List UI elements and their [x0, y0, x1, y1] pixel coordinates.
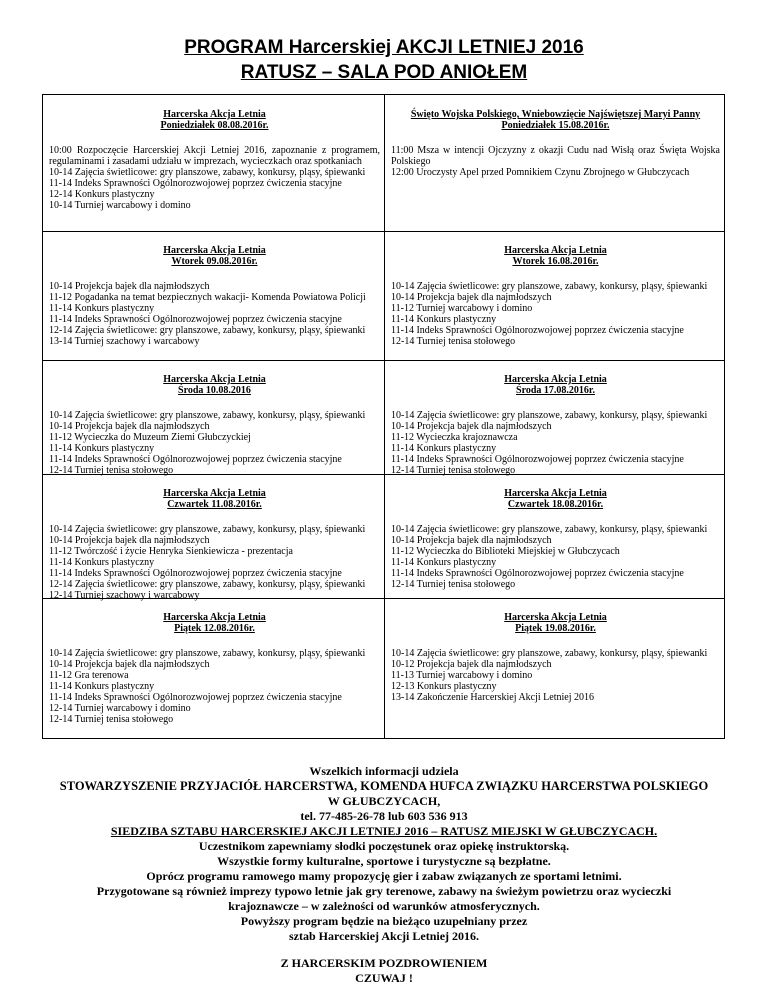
note-line: Uczestnikom zapewniamy słodki poczęstunek oraz opiekę instruktorską.	[198, 839, 570, 853]
event-line: 11-14 Indeks Sprawności Ogólnorozwojowej poprzez ćwiczenia stacyjne	[391, 325, 684, 336]
event-line: 13-14 Turniej szachowy i warcabowy	[49, 336, 200, 347]
event-line: 10-14 Projekcja bajek dla najmłodszych	[391, 292, 552, 303]
cell-heading: Harcerska Akcja Letnia	[163, 109, 266, 120]
event-line: 12-14 Zajęcia świetlicowe: gry planszowe, zabawy, konkursy, pląsy, śpiewanki	[49, 325, 366, 336]
event-list	[49, 281, 380, 347]
event-line: 12-14 Turniej tenisa stołowego	[49, 465, 174, 476]
event-line: 12-14 Turniej tenisa stołowego	[391, 579, 516, 590]
event-list	[49, 524, 380, 601]
cell-date: Środa 17.08.2016r.	[516, 385, 595, 396]
cell-heading: Harcerska Akcja Letnia	[504, 488, 607, 499]
event-line: 10-14 Zajęcia świetlicowe: gry planszowe, zabawy, konkursy, pląsy, śpiewanki	[49, 648, 366, 659]
cell-heading: Harcerska Akcja Letnia	[163, 374, 266, 385]
info-intro: Wszelkich informacji udziela	[309, 764, 459, 778]
event-line: 10-14 Projekcja bajek dla najmłodszych	[391, 535, 552, 546]
event-line: 10-14 Zajęcia świetlicowe: gry planszowe, zabawy, konkursy, pląsy, śpiewanki	[49, 167, 366, 178]
event-list	[49, 648, 380, 725]
organization-name: STOWARZYSZENIE PRZYJACIÓŁ HARCERSTWA, KOMENDA HUFCA ZWIĄZKU HARCERSTWA POLSKIEGO	[59, 779, 709, 793]
event-line: 10-14 Projekcja bajek dla najmłodszych	[49, 659, 210, 670]
event-list	[49, 145, 380, 211]
event-line: 13-14 Zakończenie Harcerskiej Akcji Letniej 2016	[391, 692, 594, 703]
note-line: Wszystkie formy kulturalne, sportowe i turystyczne są bezpłatne.	[217, 854, 551, 868]
cell-heading: Harcerska Akcja Letnia	[163, 488, 266, 499]
day-cell-tuesday-16	[385, 231, 724, 360]
program-title: PROGRAM Harcerskiej AKCJI LETNIEJ 2016	[184, 37, 584, 58]
event-line: 12-14 Turniej warcabowy i domino	[49, 703, 191, 714]
event-line: 11-13 Turniej warcabowy i domino	[391, 670, 533, 681]
event-line: 12-14 Turniej tenisa stołowego	[49, 714, 174, 725]
event-line: 10-12 Projekcja bajek dla najmłodszych	[391, 659, 552, 670]
event-list	[391, 524, 720, 590]
cell-date: Poniedziałek 15.08.2016r.	[501, 120, 610, 131]
event-line: 12-14 Konkurs plastyczny	[49, 189, 155, 200]
event-line: 12:00 Uroczysty Apel przed Pomnikiem Czynu Zbrojnego w Głubczycach	[391, 167, 690, 178]
event-list	[391, 410, 720, 476]
event-line: 10-14 Projekcja bajek dla najmłodszych	[49, 281, 210, 292]
event-line: 11-12 Twórczość i życie Henryka Sienkiewicza - prezentacja	[49, 546, 293, 557]
cell-heading: Harcerska Akcja Letnia	[163, 612, 266, 623]
event-line: 10-14 Projekcja bajek dla najmłodszych	[49, 535, 210, 546]
cell-date: Poniedziałek 08.08.2016r.	[160, 120, 269, 131]
event-line: 11-14 Konkurs plastyczny	[49, 443, 155, 454]
day-cell-monday-08	[43, 95, 384, 231]
day-cell-wednesday-10	[43, 360, 384, 474]
cell-date: Środa 10.08.2016	[178, 385, 251, 396]
cell-heading: Święto Wojska Polskiego, Wniebowzięcie Najświętszej Maryi Panny	[410, 109, 701, 120]
event-line: 11-14 Konkurs plastyczny	[391, 443, 497, 454]
event-line: 11-14 Indeks Sprawności Ogólnorozwojowej poprzez ćwiczenia stacyjne	[49, 568, 342, 579]
note-line: sztab Harcerskiej Akcji Letniej 2016.	[288, 929, 480, 943]
motto: CZUWAJ !	[355, 971, 413, 985]
contact-phone: tel. 77-485-26-78 lub 603 536 913	[300, 809, 468, 823]
event-line: 12-14 Turniej tenisa stołowego	[391, 465, 516, 476]
event-line: 11-14 Indeks Sprawności Ogólnorozwojowej poprzez ćwiczenia stacyjne	[391, 454, 684, 465]
event-line: 10-14 Zajęcia świetlicowe: gry planszowe, zabawy, konkursy, pląsy, śpiewanki	[49, 410, 366, 421]
event-line: 10-14 Projekcja bajek dla najmłodszych	[49, 421, 210, 432]
day-cell-monday-15	[385, 95, 724, 231]
event-list	[391, 145, 720, 178]
event-line: 11-12 Wycieczka krajoznawcza	[391, 432, 518, 443]
event-line: 10-14 Zajęcia świetlicowe: gry planszowe, zabawy, konkursy, pląsy, śpiewanki	[391, 410, 708, 421]
note-line: Przygotowane są również imprezy typowo letnie jak gry terenowe, zabawy na świeżym powietrzu oraz wycieczki	[96, 884, 672, 898]
organization-city: W GŁUBCZYCACH,	[327, 794, 441, 808]
event-line: 11-14 Konkurs plastyczny	[391, 557, 497, 568]
day-cell-tuesday-09	[43, 231, 384, 360]
footer-info	[0, 764, 768, 986]
event-line: 11-14 Indeks Sprawności Ogólnorozwojowej poprzez ćwiczenia stacyjne	[391, 568, 684, 579]
event-line: 11-12 Wycieczka do Biblioteki Miejskiej w Głubczycach	[391, 546, 620, 557]
event-line: 11-14 Konkurs plastyczny	[49, 303, 155, 314]
event-line: 11-14 Indeks Sprawności Ogólnorozwojowej poprzez ćwiczenia stacyjne	[49, 454, 342, 465]
event-line: 10-14 Zajęcia świetlicowe: gry planszowe, zabawy, konkursy, pląsy, śpiewanki	[391, 281, 708, 292]
event-line: 10-14 Zajęcia świetlicowe: gry planszowe, zabawy, konkursy, pląsy, śpiewanki	[391, 648, 708, 659]
event-line: 11-12 Turniej warcabowy i domino	[391, 303, 533, 314]
event-line: 11-14 Konkurs plastyczny	[49, 681, 155, 692]
event-line: 11-14 Indeks Sprawności Ogólnorozwojowej poprzez ćwiczenia stacyjne	[49, 178, 342, 189]
event-list	[391, 281, 720, 347]
event-line: 11-12 Gra terenowa	[49, 670, 129, 681]
cell-heading: Harcerska Akcja Letnia	[163, 245, 266, 256]
event-line: 12-13 Konkurs plastyczny	[391, 681, 497, 692]
event-line: 11-12 Pogadanka na temat bezpiecznych wakacji- Komenda Powiatowa Policji	[49, 292, 366, 303]
event-line: 12-14 Turniej szachowy i warcabowy	[49, 590, 200, 601]
spacer	[0, 944, 768, 956]
day-cell-thursday-18	[385, 474, 724, 598]
cell-heading: Harcerska Akcja Letnia	[504, 374, 607, 385]
day-cell-thursday-11	[43, 474, 384, 601]
event-list	[391, 648, 720, 703]
event-line: 10-14 Zajęcia świetlicowe: gry planszowe, zabawy, konkursy, pląsy, śpiewanki	[391, 524, 708, 535]
event-line: 11-12 Wycieczka do Muzeum Ziemi Głubczyckiej	[49, 432, 251, 443]
event-line: 12-14 Zajęcia świetlicowe: gry planszowe, zabawy, konkursy, pląsy, śpiewanki	[49, 579, 366, 590]
event-line: 11-14 Indeks Sprawności Ogólnorozwojowej poprzez ćwiczenia stacyjne	[49, 692, 342, 703]
event-line: 11:00 Msza w intencji Ojczyzny z okazji Cudu nad Wisłą oraz Święta Wojska Polskiego	[391, 145, 720, 167]
event-line: 10:00 Rozpoczęcie Harcerskiej Akcji Letniej 2016, zapoznanie z programem, regulaminami i zasadami udziału w imprezach, wycieczkach oraz spotkaniach	[49, 145, 380, 167]
day-cell-friday-19	[385, 598, 724, 738]
event-line: 12-14 Turniej tenisa stołowego	[391, 336, 516, 347]
cell-date: Piątek 12.08.2016r.	[174, 623, 255, 634]
event-line: 10-14 Projekcja bajek dla najmłodszych	[391, 421, 552, 432]
day-cell-friday-12	[43, 598, 384, 738]
schedule-table	[42, 94, 725, 739]
cell-date: Piątek 19.08.2016r.	[515, 623, 596, 634]
note-line: krajoznawcze – w zależności od warunków atmosferycznych.	[228, 899, 540, 913]
cell-date: Wtorek 09.08.2016r.	[171, 256, 258, 267]
note-line: Powyższy program będzie na bieżąco uzupełniany przez	[240, 914, 528, 928]
venue-title: RATUSZ – SALA POD ANIOŁEM	[240, 62, 528, 83]
event-line: 11-14 Indeks Sprawności Ogólnorozwojowej poprzez ćwiczenia stacyjne	[49, 314, 342, 325]
event-line: 11-14 Konkurs plastyczny	[49, 557, 155, 568]
note-line: Oprócz programu ramowego mamy propozycję gier i zabaw związanych ze sportami letnimi.	[146, 869, 622, 883]
headquarters-notice: SIEDZIBA SZTABU HARCERSKIEJ AKCJI LETNIEJ 2016 – RATUSZ MIEJSKI W GŁUBCZYCACH.	[110, 824, 658, 838]
cell-date: Czwartek 11.08.2016r.	[167, 499, 262, 510]
cell-heading: Harcerska Akcja Letnia	[504, 612, 607, 623]
day-cell-wednesday-17	[385, 360, 724, 474]
cell-date: Czwartek 18.08.2016r.	[507, 499, 604, 510]
cell-heading: Harcerska Akcja Letnia	[504, 245, 607, 256]
event-line: 10-14 Turniej warcabowy i domino	[49, 200, 191, 211]
event-line: 11-14 Konkurs plastyczny	[391, 314, 497, 325]
event-line: 10-14 Zajęcia świetlicowe: gry planszowe, zabawy, konkursy, pląsy, śpiewanki	[49, 524, 366, 535]
event-list	[49, 410, 380, 476]
cell-date: Wtorek 16.08.2016r.	[512, 256, 599, 267]
greeting: Z HARCERSKIM POZDROWIENIEM	[280, 956, 488, 970]
